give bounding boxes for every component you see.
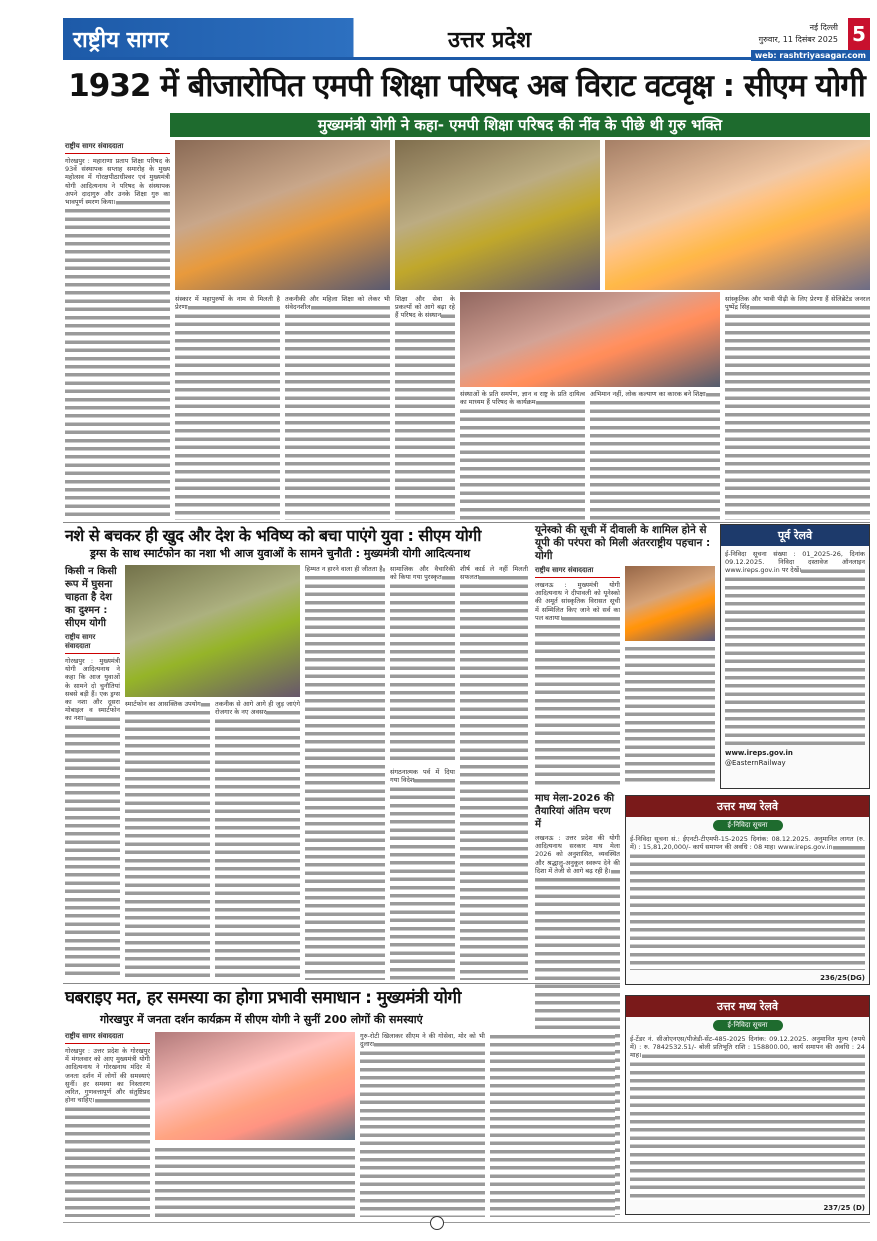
edition-city: नई दिल्ली (809, 23, 838, 32)
ad-body: ई-टेंडर नं. सीओएनएस/पीजेडी-सेंट-485-2025 दिनांक: 09.12.2025. अनुमानित मूल्य (रुपये में) : रु. 7842532.51/- बोली प्रतिभूति राशि : 158800.00, कार्य समापन की अवधि : 24 माह। (630, 1035, 865, 1200)
stage-photo (605, 140, 870, 290)
ad-body: ई-निविदा सूचना सं.: ईएनटी-टीएमपी-15-2025 दिनांक: 08.12.2025. अनुमानित लागत (रु. में) : 15,81,20,000/- कार्य समापन की अवधि : 08 माह। www.ireps.gov.in (630, 835, 865, 970)
lead-headline: 1932 में बीजारोपित एमपी शिक्षा परिषद अब विराट वटवृक्ष : सीएम योगी (68, 68, 865, 104)
ad-body: ई-निविदा सूचना संख्या : 01_2025-26, दिनांक 09.12.2025. निविदा दस्तावेज ऑनलाइन www.ireps.gov.in पर देखें। (725, 550, 865, 745)
byline: राष्ट्रीय सागर संवाददाता (535, 566, 620, 578)
article-body: संस्थाओं के प्रति समर्पण, ज्ञान व राष्ट्र के प्रति दायित्व का माध्यम हैं परिषद के कार्यक्रम (460, 390, 585, 520)
page-number: 5 (848, 18, 870, 50)
article-body: शिक्षा और सेवा के प्रकल्पों को आगे बढ़ा रहे हैं परिषद के संस्थान (395, 295, 455, 520)
group-photo (460, 292, 720, 387)
divider (63, 522, 870, 523)
story3 (535, 524, 715, 786)
edition-date: गुरुवार, 11 दिसंबर 2025 (758, 35, 838, 44)
byline: राष्ट्रीय सागर संवाददाता (65, 142, 170, 154)
article-body: सांस्कृतिक और भावी पीढ़ी के लिए प्रेरणा हैं सेलिब्रेटेड जनरल पुष्पेंद्र सिंह (725, 295, 870, 520)
story2-side-column (65, 565, 120, 980)
ad-website[interactable]: www.ireps.gov.in (725, 749, 793, 757)
article-body (490, 1032, 615, 1217)
event-photo (395, 140, 600, 290)
article-body: लखनऊ : उत्तर प्रदेश की योगी आदित्यनाथ सरकार माघ मेला 2026 को अनुशासित, व्यवस्थित और श्रद्धालु-अनुकूल स्वरूप देने की दिशा में तेजी से आगे बढ़ रही है। (535, 834, 620, 1215)
article-body: तकनीकी और महिला शिक्षा को लेकर भी संवेदनशील (285, 295, 390, 520)
railway-tender-ad (625, 995, 870, 1215)
divider (63, 983, 620, 984)
lead-photo-yogi (175, 140, 390, 290)
article-body (155, 1145, 355, 1217)
article-body: स्मार्टफोन का आसक्तिक उपयोग (125, 700, 210, 980)
masthead (63, 18, 870, 60)
ad-code: 237/25 (D) (823, 1204, 865, 1212)
article-body: लखनऊ : मुख्यमंत्री योगी आदित्यनाथ ने दीपावली को यूनेस्को की अमूर्त सांस्कृतिक विरासत सूची में सम्मिलित किए जाने को सर्व का पल बताया। (535, 581, 620, 786)
award-photo (125, 565, 300, 697)
article-body: संस्कार में महापुरुषों के नाम से मिलती है प्रेरणा (175, 295, 280, 520)
article-body: संगठनात्मक पर्व में दिया गया विदेश (390, 768, 455, 980)
janata-darshan-photo (155, 1032, 355, 1140)
article-body: शीर्ष कार्ड ले नहीं मिलती सफलता (460, 565, 528, 980)
ad-title: उत्तर मध्य रेलवे (626, 996, 869, 1017)
section-title: उत्तर प्रदेश (448, 28, 532, 53)
ad-subtitle: ई-निविदा सूचना (713, 820, 783, 831)
yogi-photo (625, 566, 715, 641)
article-body: गोरखपुर : उत्तर प्रदेश के गोरखपुर में मंगलवार को आए मुख्यमंत्री योगी आदित्यनाथ ने गोरखनाथ मंदिर में जनता दर्शन में लोगों की समस्याएं सुनीं। हर समस्या का निस्तारण त्वरित, गुणवत्तापूर्ण और संतुष्टिप्रद होना चाहिए। (65, 1047, 150, 1217)
article-body: अभिमान नहीं, लोक कल्याण का कारक बने शिक्षा (590, 390, 720, 520)
lead-subhead: मुख्यमंत्री योगी ने कहा- एमपी शिक्षा परिषद की नींव के पीछे थी गुरु भक्ति (170, 113, 870, 137)
article-body: सामाजिक और वैचारिकी को किया गया पुरस्कृत (390, 565, 455, 765)
railway-tender-ad (625, 795, 870, 985)
ad-title: पूर्व रेलवे (721, 525, 869, 546)
ad-title: उत्तर मध्य रेलवे (626, 796, 869, 817)
page-footer (63, 1222, 870, 1234)
side-headline: किसी न किसी रूप में घुसना चाहता है देश का दुश्मन : सीएम योगी (65, 566, 117, 629)
byline: राष्ट्रीय सागर संवाददाता (65, 1032, 150, 1044)
article-body: गोरखपुर : महाराणा प्रताप शिक्षा परिषद के 93वें संस्थापक सप्ताह समारोह के मुख्य महोत्सव में गोरक्षपीठाधीश्वर एवं मुख्यमंत्री योगी आदित्यनाथ ने परिषद के संस्थापक अपने दादागुरु और उनके शिक्षा गुरु का भावपूर्ण स्मरण किया। (65, 157, 170, 520)
registration-mark-icon (430, 1216, 444, 1230)
story-subhead: गोरखपुर में जनता दर्शन कार्यक्रम में सीएम योगी ने सुनीं 200 लोगों की समस्याएं (100, 1013, 423, 1026)
story-headline: माघ मेला-2026 की तैयारियां अंतिम चरण में (535, 793, 615, 830)
story-subhead: ड्रग्स के साथ स्मार्टफोन का नशा भी आज युवाओं के सामने चुनौती : मुख्यमंत्री योगी आदित्यनाथ (90, 547, 471, 560)
story5-lead-column (65, 1032, 150, 1217)
story2-column (390, 565, 455, 980)
ad-social-handle: @EasternRailway (725, 759, 786, 767)
ad-code: 236/25(DG) (820, 974, 865, 982)
story1-lead-column (65, 142, 170, 520)
story-headline: घबराइए मत, हर समस्या का होगा प्रभावी समाधान : मुख्यमंत्री योगी (65, 988, 461, 1008)
article-body: तकनीक से आगे आगे ही जुड़ जाएंगे रोजगार के नए अवसर (215, 700, 300, 980)
article-body: हिम्मत न हारने वाला ही जीतता है (305, 565, 385, 980)
article-body (625, 644, 715, 786)
article-body: गुरु-रोटी खिलाकर सीएम ने की गोसेवा, मोर को भी दुलारा (360, 1032, 485, 1217)
story-headline: नशे से बचकर ही खुद और देश के भविष्य को बचा पाएंगे युवा : सीएम योगी (65, 526, 481, 545)
newspaper-logo: राष्ट्रीय सागर (73, 28, 169, 53)
byline: राष्ट्रीय सागर संवाददाता (65, 633, 120, 654)
story-headline: यूनेस्को की सूची में दीवाली के शामिल होने से यूपी की परंपरा को मिली अंतरराष्ट्रीय पहचान : योगी (535, 524, 711, 562)
article-body: गोरखपुर : मुख्यमंत्री योगी आदित्यनाथ ने कहा कि आज युवाओं के सामने दो चुनौतियां सबसे बड़ी हैं। एक ड्रग्स का नशा और दूसरा मोबाइल व स्मार्टफोन का नशा। (65, 657, 120, 980)
website-link[interactable]: web: rashtriyasagar.com (751, 50, 870, 61)
ad-subtitle: ई-निविदा सूचना (713, 1020, 783, 1031)
railway-tender-ad (720, 524, 870, 789)
